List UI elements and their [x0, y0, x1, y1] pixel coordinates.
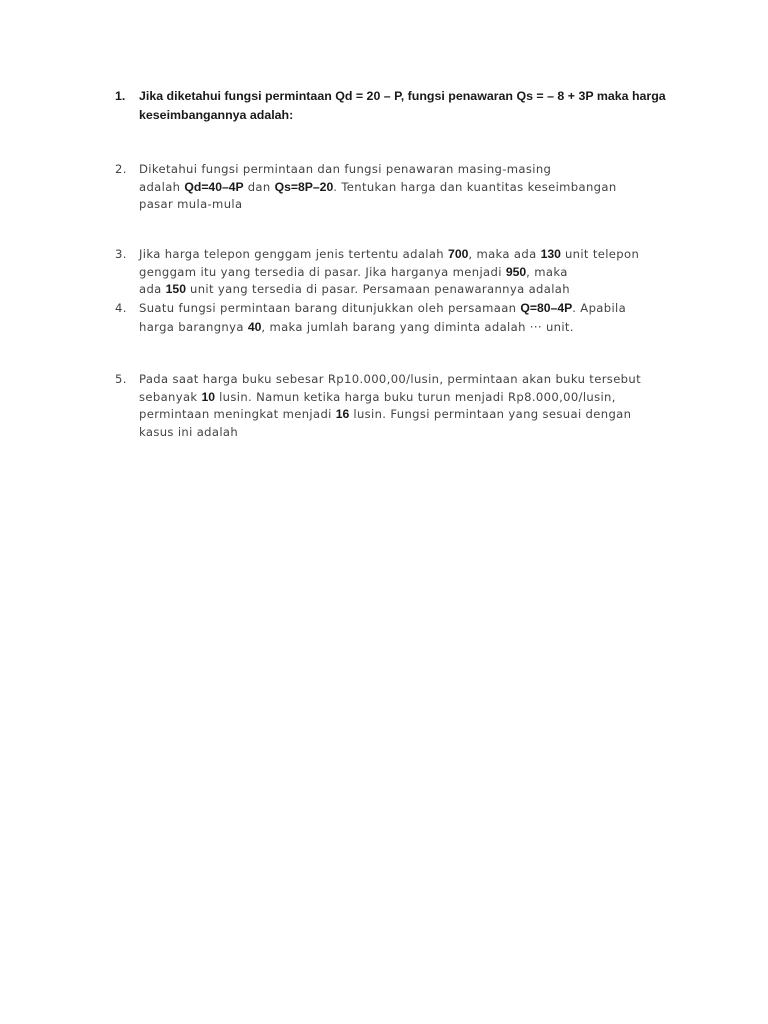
- text-run: Jika diketahui fungsi permintaan Qd = 20 – P, fungsi penawaran Qs = – 8 + 3P maka harga: [139, 89, 666, 103]
- bold-value: 150: [165, 282, 186, 296]
- question-text: [139, 299, 685, 337]
- text-line: [139, 406, 685, 424]
- text-run: kasus ini adalah: [139, 424, 239, 439]
- text-run: ada: [139, 282, 166, 296]
- text-line: [139, 264, 685, 282]
- text-run: Suatu fungsi permintaan barang ditunjukkan oleh persamaan: [139, 301, 521, 315]
- text-line: [139, 161, 685, 179]
- text-run: permintaan meningkat menjadi: [139, 407, 336, 421]
- question-number: 4.: [115, 301, 127, 315]
- text-run: Diketahui fungsi permintaan dan fungsi penawaran masing-masing: [139, 162, 552, 176]
- text-line: [139, 318, 685, 337]
- bold-value: 10: [201, 389, 216, 404]
- bold-value: 16: [335, 407, 350, 421]
- text-run: pasar mula-mula: [139, 197, 243, 211]
- question-number: 2.: [115, 162, 127, 176]
- text-run: , maka ada: [468, 247, 541, 261]
- text-line: [139, 87, 685, 106]
- text-run: Jika harga telepon genggam jenis tertentu adalah: [139, 247, 449, 261]
- question-text: [139, 371, 685, 441]
- question-number: 5.: [115, 372, 127, 386]
- text-line: [139, 179, 685, 197]
- text-run: . Apabila: [572, 301, 627, 315]
- text-run: unit yang tersedia di pasar. Persamaan penawarannya adalah: [186, 282, 570, 296]
- question-1: [115, 87, 685, 125]
- text-run: genggam itu yang tersedia di pasar. Jika harganya menjadi: [139, 264, 506, 279]
- question-text: [139, 87, 685, 125]
- bold-value: 950: [505, 264, 527, 279]
- supply-function: Qs=8P–20: [274, 179, 334, 194]
- question-5: [115, 371, 685, 441]
- question-number: 1.: [115, 89, 126, 103]
- text-run: lusin. Namun ketika harga buku turun menjadi Rp8.000,00/lusin,: [215, 389, 616, 404]
- text-run: unit telepon: [560, 247, 640, 261]
- text-run: Pada saat harga buku sebesar Rp10.000,00/lusin, permintaan akan buku tersebut: [139, 372, 641, 386]
- text-run: sebanyak: [139, 389, 202, 404]
- text-run: . Tentukan harga dan kuantitas keseimbangan: [333, 179, 617, 194]
- text-line: [139, 424, 685, 442]
- text-run: keseimbangannya adalah:: [139, 108, 294, 122]
- demand-function: Q=80–4P: [520, 301, 573, 315]
- text-line: [139, 371, 685, 389]
- text-line: [139, 196, 685, 214]
- text-run: lusin. Fungsi permintaan yang sesuai dengan: [349, 407, 632, 421]
- text-line: [139, 389, 685, 407]
- text-run: adalah: [139, 179, 185, 194]
- text-line: [139, 106, 685, 125]
- text-line: [139, 246, 685, 264]
- demand-function: Qd=40–4P: [184, 179, 244, 194]
- question-4: [115, 299, 685, 337]
- text-run: , maka jumlah barang yang diminta adalah ··· unit.: [261, 320, 574, 334]
- text-line: [139, 281, 685, 299]
- bold-value: 40: [247, 320, 262, 334]
- question-3: [115, 246, 685, 299]
- bold-value: 700: [448, 247, 469, 261]
- question-text: [139, 246, 685, 299]
- text-line: [139, 299, 685, 318]
- text-run: dan: [243, 179, 275, 194]
- text-run: harga barangnya: [139, 320, 248, 334]
- bold-value: 130: [540, 247, 561, 261]
- question-2: [115, 161, 685, 214]
- question-number: 3.: [115, 247, 127, 261]
- text-run: , maka: [526, 264, 568, 279]
- question-text: [139, 161, 685, 214]
